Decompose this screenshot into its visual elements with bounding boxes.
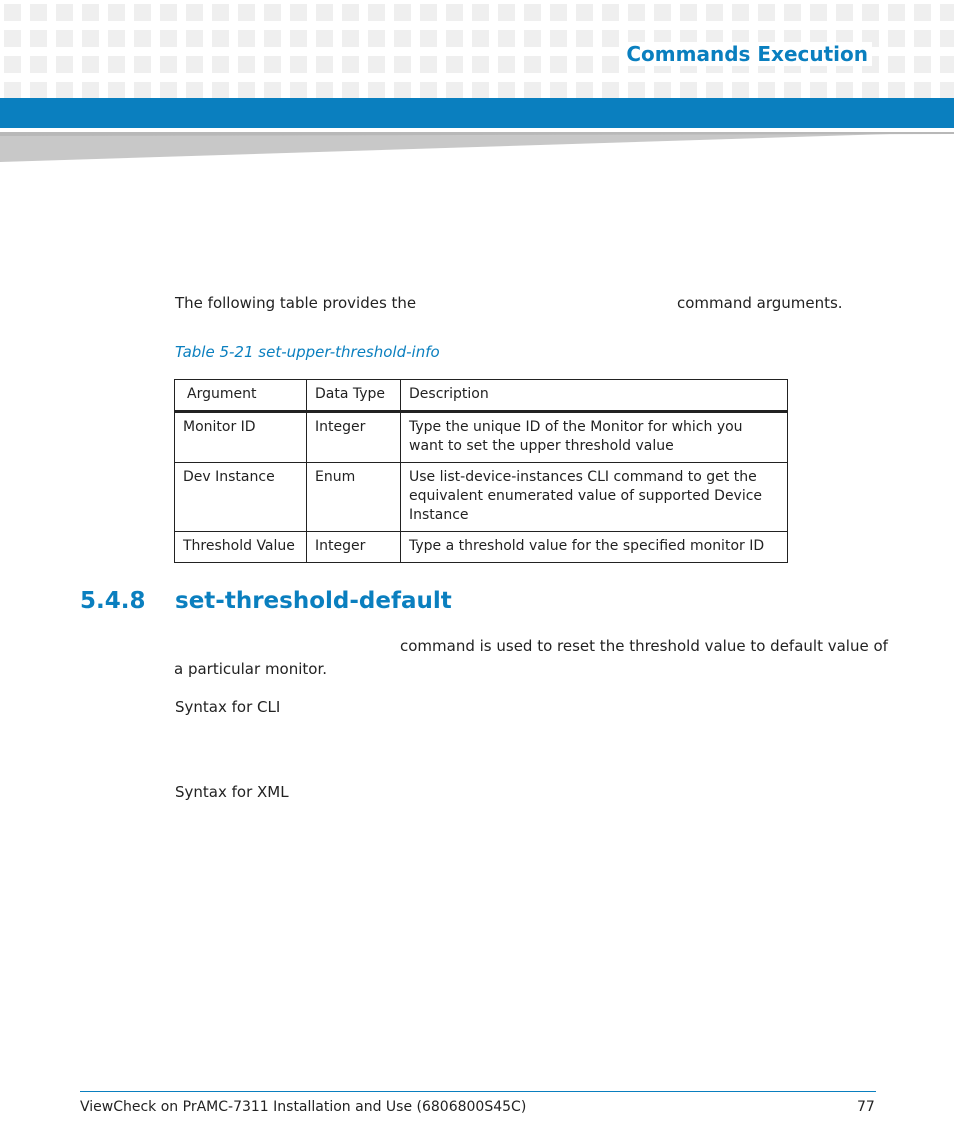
table-cell: Threshold Value: [175, 532, 307, 563]
arguments-table: [174, 379, 788, 563]
column-header: Data Type: [307, 380, 401, 412]
table-row: [175, 463, 788, 532]
table-cell: Use list-device-instances CLI command to get the equivalent enumerated value of supported Device Instance: [401, 463, 788, 532]
table-cell: Monitor ID: [175, 412, 307, 463]
table-cell: Enum: [307, 463, 401, 532]
table-row: [175, 412, 788, 463]
footer-rule: [80, 1091, 876, 1092]
intro-text-end: command arguments.: [677, 294, 843, 312]
table-cell: Integer: [307, 412, 401, 463]
section-number: 5.4.8: [80, 588, 146, 614]
syntax-cli-label: Syntax for CLI: [175, 698, 281, 716]
header-gray-wedge: [0, 128, 954, 164]
table-cell: Type a threshold value for the specified monitor ID: [401, 532, 788, 563]
section-title: set-threshold-default: [175, 588, 452, 614]
table-cell: Dev Instance: [175, 463, 307, 532]
table-cell: Integer: [307, 532, 401, 563]
table-header-row: [175, 380, 788, 412]
intro-text-start: The following table provides the: [175, 294, 417, 312]
running-header-title: Commands Execution: [622, 42, 872, 66]
footer-document-title: ViewCheck on PrAMC-7311 Installation and Use (6806800S45C): [80, 1099, 527, 1115]
section-heading: [80, 588, 452, 614]
syntax-xml-label: Syntax for XML: [175, 783, 289, 801]
header-blue-bar: [0, 98, 954, 128]
footer-page-number: 77: [857, 1099, 875, 1115]
table-row: [175, 532, 788, 563]
table-cell: Type the unique ID of the Monitor for which you want to set the upper threshold value: [401, 412, 788, 463]
column-header: Description: [401, 380, 788, 412]
section-description-line-2: a particular monitor.: [174, 660, 328, 678]
section-description-line-1: command is used to reset the threshold value to default value of: [400, 637, 888, 655]
table-caption: Table 5-21 set-upper-threshold-info: [175, 343, 440, 361]
column-header: Argument: [175, 380, 307, 412]
